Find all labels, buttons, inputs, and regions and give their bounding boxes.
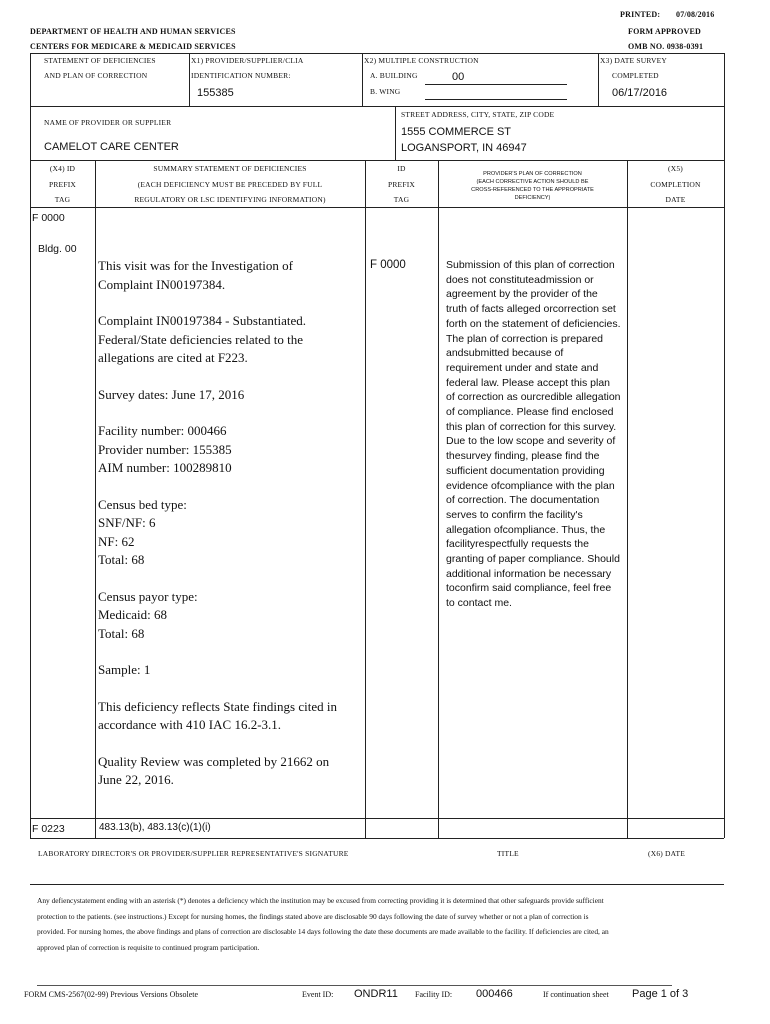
poc-header-3: CROSS-REFERENCED TO THE APPROPRIATE <box>471 187 594 193</box>
summary-paragraph: Survey dates: June 17, 2016 <box>98 386 245 402</box>
next-prefix-tag: F 0223 <box>32 823 65 835</box>
summary-paragraph: This deficiency reflects State findings cited in accordance with 410 IAC 16.2-3.1. <box>98 698 337 732</box>
summary-header-2: (EACH DEFICIENCY MUST BE PRECEDED BY FULL <box>137 180 323 189</box>
id-header-1: ID <box>397 164 406 173</box>
summary-paragraph: Quality Review was completed by 21662 on June 22, 2016. <box>98 753 330 787</box>
summary-line: Provider number: 155385 <box>98 441 232 457</box>
event-id: ONDR11 <box>354 988 398 1000</box>
form-approved: FORM APPROVED <box>628 27 702 36</box>
facility-id-label: Facility ID: <box>415 990 453 999</box>
plan-of-correction: Submission of this plan of correction does not constituteadmission or agreement by the provider of the truth of facts alleged orcorrection set forth on the statement of deficiencies. The plan of correction is prepared andsubmitted because of requirement under and state and federal law. Please accept this plan of correction as ourcredible allegation of compliance. Please find enclosed this plan of correction for this survey. Due to the low scope and severity of thesurvey finding, please find the sufficient documentation providing evidence ofcompliance with the plan of correction. The documentation serves to confirm the facility's allegation ofcompliance. Thus, the facilityrespectfully requests the granting of paper compliance. Should additional information be necessary toconfirm said compliance, feel free to contact me. <box>446 259 621 610</box>
event-id-label: Event ID: <box>302 990 334 999</box>
department-name: DEPARTMENT OF HEALTH AND HUMAN SERVICES <box>30 27 236 36</box>
signature-label: LABORATORY DIRECTOR'S OR PROVIDER/SUPPLIER REPRESENTATIVE'S SIGNATURE <box>38 849 349 858</box>
summary-header-3: REGULATORY OR LSC IDENTIFYING INFORMATION) <box>134 195 326 204</box>
x5-header-3: DATE <box>665 195 686 204</box>
summary-line: Facility number: 000466 <box>98 423 227 438</box>
summary-paragraph: Sample: 1 <box>98 662 151 677</box>
provider-name-label: NAME OF PROVIDER OR SUPPLIER <box>44 118 172 127</box>
right-prefix-tag: F 0000 <box>370 259 406 271</box>
wing-label: B. WING <box>370 87 401 96</box>
address-label: STREET ADDRESS, CITY, STATE, ZIP CODE <box>401 110 555 119</box>
x1-label-1: X1) PROVIDER/SUPPLIER/CLIA <box>191 56 304 65</box>
summary-line: SNF/NF: 6 <box>98 515 156 530</box>
centers-name: CENTERS FOR MEDICARE & MEDICAID SERVICES <box>30 42 236 51</box>
id-header-2: PREFIX <box>387 180 416 189</box>
id-header-3: TAG <box>393 195 410 204</box>
summary-line: NF: 62 <box>98 533 135 549</box>
x6-date-label: (X6) DATE <box>648 849 686 858</box>
poc-header-2: (EACH CORRECTIVE ACTION SHOULD BE <box>476 179 589 185</box>
survey-completed-date: 06/17/2016 <box>612 87 668 99</box>
summary-paragraph: This visit was for the Investigation of Complaint IN00197384. <box>98 258 293 292</box>
poc-header-4: DEFICIENCY) <box>514 195 551 201</box>
address-line-1: 1555 COMMERCE ST <box>401 126 512 138</box>
x5-header-2: COMPLETION <box>650 180 701 189</box>
provider-id-number: 155385 <box>197 87 234 99</box>
x3-label-2: COMPLETED <box>612 71 659 80</box>
page-number: Page 1 of 3 <box>632 988 689 1000</box>
statement-label-2: AND PLAN OF CORRECTION <box>44 71 148 80</box>
summary-paragraph: Complaint IN00197384 - Substantiated. Federal/State deficiencies related to the allegations are cited at F223. <box>98 313 306 365</box>
printed-label: PRINTED: <box>620 10 661 19</box>
provider-name: CAMELOT CARE CENTER <box>44 141 179 153</box>
x4-header-3: TAG <box>54 195 71 204</box>
omb-number: OMB NO. 0938-0391 <box>628 42 704 51</box>
next-regulation: 483.13(b), 483.13(c)(1)(i) <box>99 822 211 833</box>
building-label: A. BUILDING <box>370 71 418 80</box>
building-value: 00 <box>452 71 465 83</box>
summary-paragraph <box>98 422 348 478</box>
statement-label-1: STATEMENT OF DEFICIENCIES <box>44 56 156 65</box>
facility-id: 000466 <box>476 988 513 1000</box>
summary-line: Census bed type: <box>98 496 187 512</box>
summary-line: Total: 68 <box>98 552 145 567</box>
x4-header-2: PREFIX <box>48 180 77 189</box>
x3-label-1: X3) DATE SURVEY <box>600 56 667 65</box>
title-label: TITLE <box>497 849 519 858</box>
summary-paragraph <box>98 588 348 644</box>
x5-header-1: (X5) <box>668 164 683 173</box>
summary-line: Census payor type: <box>98 588 198 604</box>
building-tag: Bldg. 00 <box>38 243 77 255</box>
address-line-2: LOGANSPORT, IN 46947 <box>401 142 527 154</box>
summary-line: Total: 68 <box>98 625 145 641</box>
left-prefix-tag: F 0000 <box>32 212 65 224</box>
x2-label: X2) MULTIPLE CONSTRUCTION <box>364 56 479 65</box>
disclaimer-text: Any defiencystatement ending with an asterisk (*) denotes a deficiency which the institution may be excused from correcting providing it is determined that other safeguards provide sufficient protection to the patients. (see instructions.) Except for nursing homes, the findings stated above are disclosable 90 days following the date of survey whether or not a plan of correction is provided. For nursing homes, the above findings and plans of correction are disclosable 14 days following the date these documents are made available to the facility. If deficiencies are cited, an approved plan of correction is requisite to continued program participation. <box>37 896 609 952</box>
summary-header-1: SUMMARY STATEMENT OF DEFICIENCIES <box>153 164 307 173</box>
x4-header-1: (X4) ID <box>49 164 76 173</box>
summary-line: AIM number: 100289810 <box>98 460 232 475</box>
poc-header-1: PROVIDER'S PLAN OF CORRECTION <box>483 171 582 177</box>
printed-date: 07/08/2016 <box>676 10 715 19</box>
summary-paragraph <box>98 496 348 570</box>
form-id: FORM CMS-2567(02-99) Previous Versions Obsolete <box>24 990 199 999</box>
summary-statement <box>98 257 348 808</box>
summary-line: Medicaid: 68 <box>98 607 167 622</box>
x1-label-2: IDENTIFICATION NUMBER: <box>191 71 291 80</box>
continuation-label: If continuation sheet <box>543 990 609 999</box>
